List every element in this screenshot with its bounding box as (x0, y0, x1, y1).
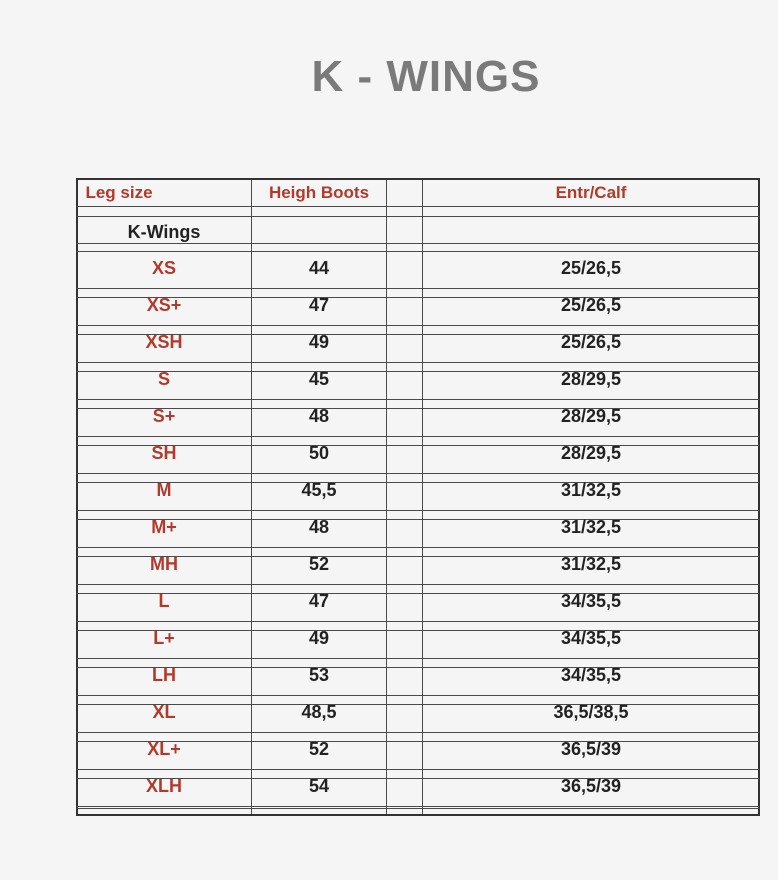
cell-entr-calf: 28/29,5 (560, 406, 622, 426)
cell-leg-size: SH (151, 443, 177, 463)
cell-entr-calf: 31/32,5 (560, 517, 622, 537)
cell-entr-calf: 31/32,5 (560, 554, 622, 574)
cell-leg-size: XL (152, 702, 176, 722)
cell-heigh-boots: 45 (308, 369, 330, 389)
row-divider (76, 510, 760, 511)
cell-leg-size: XL+ (147, 739, 181, 759)
cell-heigh-boots: 49 (308, 332, 330, 352)
row-divider (76, 808, 760, 809)
row-divider (76, 362, 760, 363)
cell-leg-size: LH (152, 665, 176, 685)
cell-entr-calf: 28/29,5 (560, 369, 622, 389)
row-divider (76, 732, 760, 733)
row-divider (76, 806, 760, 807)
header-heigh-boots: Heigh Boots (268, 183, 370, 202)
cell-heigh-boots: 52 (308, 554, 330, 574)
row-divider (76, 436, 760, 437)
cell-entr-calf: 34/35,5 (560, 591, 622, 611)
cell-entr-calf: 34/35,5 (560, 665, 622, 685)
cell-heigh-boots: 50 (308, 443, 330, 463)
cell-leg-size: L (158, 591, 170, 611)
row-divider (76, 216, 760, 217)
cell-heigh-boots: 44 (308, 258, 330, 278)
row-divider (76, 473, 760, 474)
row-divider (76, 288, 760, 289)
cell-entr-calf: 36,5/39 (560, 739, 622, 759)
cell-heigh-boots: 54 (308, 776, 330, 796)
cell-heigh-boots: 47 (308, 295, 330, 315)
table-border-top (76, 178, 760, 180)
cell-leg-size: MH (150, 554, 178, 574)
cell-heigh-boots: 48 (308, 517, 330, 537)
page-title: K - WINGS (311, 52, 541, 101)
cell-entr-calf: 25/26,5 (560, 332, 622, 352)
cell-leg-size: XLH (146, 776, 182, 796)
row-divider (76, 658, 760, 659)
size-table (76, 178, 760, 816)
cell-leg-size: XSH (145, 332, 183, 352)
cell-entr-calf: 31/32,5 (560, 480, 622, 500)
column-divider (386, 178, 387, 816)
cell-entr-calf: 34/35,5 (560, 628, 622, 648)
header-entr-calf: Entr/Calf (555, 183, 627, 202)
cell-heigh-boots: 48 (308, 406, 330, 426)
subheader-k-wings: K-Wings (127, 222, 201, 242)
cell-leg-size: XS (151, 258, 176, 278)
row-divider (76, 206, 760, 207)
row-divider (76, 621, 760, 622)
cell-entr-calf: 36,5/38,5 (553, 702, 629, 722)
row-divider (76, 584, 760, 585)
cell-entr-calf: 25/26,5 (560, 258, 622, 278)
cell-heigh-boots: 52 (308, 739, 330, 759)
cell-entr-calf: 28/29,5 (560, 443, 622, 463)
cell-heigh-boots: 47 (308, 591, 330, 611)
cell-heigh-boots: 45,5 (301, 480, 337, 500)
cell-leg-size: L+ (153, 628, 175, 648)
row-divider (76, 243, 760, 244)
cell-heigh-boots: 48,5 (301, 702, 337, 722)
row-divider (76, 325, 760, 326)
row-divider (76, 769, 760, 770)
cell-leg-size: XS+ (146, 295, 182, 315)
row-divider (76, 695, 760, 696)
cell-leg-size: S (157, 369, 170, 389)
cell-heigh-boots: 53 (308, 665, 330, 685)
row-divider (76, 547, 760, 548)
header-leg-size: Leg size (85, 183, 153, 202)
row-divider (76, 399, 760, 400)
cell-entr-calf: 25/26,5 (560, 295, 622, 315)
cell-leg-size: M (156, 480, 172, 500)
cell-leg-size: S+ (152, 406, 176, 426)
row-divider (76, 251, 760, 252)
cell-heigh-boots: 49 (308, 628, 330, 648)
table-border-bottom (76, 814, 760, 816)
cell-leg-size: M+ (151, 517, 177, 537)
cell-entr-calf: 36,5/39 (560, 776, 622, 796)
